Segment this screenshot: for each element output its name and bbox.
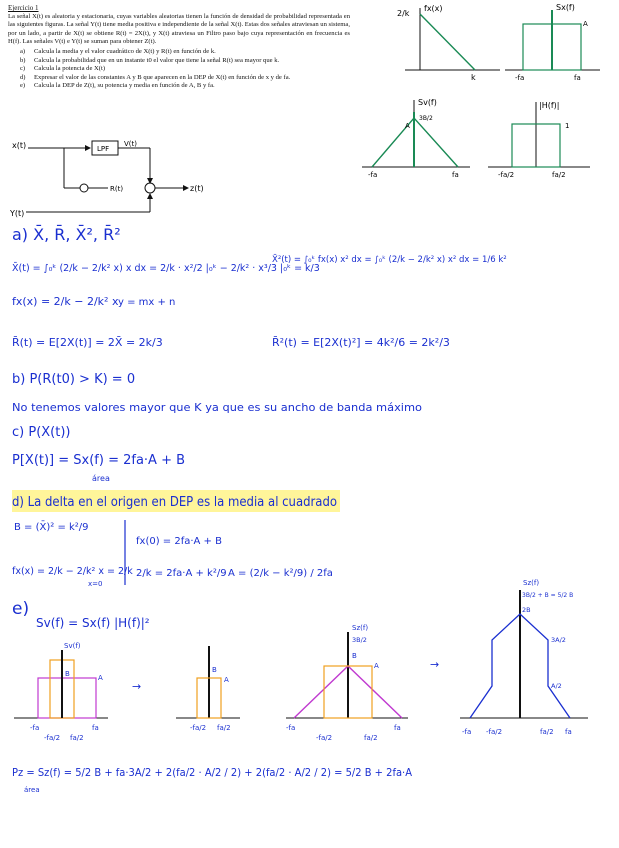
exercise-title: Ejercicio 1 [8,4,39,12]
e-eq: Sv(f) = Sx(f) |H(f)|² [36,616,150,630]
sv-a: A [405,122,410,130]
e-g1-a: A [98,674,103,682]
bd-lpf: LPF [97,145,110,153]
item-c: c) Calcula la potencia de X(t) [20,65,106,73]
a-heading: a) X̄, R̄, X̄², R̄² [12,225,121,244]
item-b: b) Calcula la probabilidad que en un instante t0 el valor que tiene la señal R(t) sea mayor que k. [20,56,280,64]
a-pdf: fx(x) = 2/k − 2/k² x [12,295,119,308]
e-g4-top: 3B/2 + B = 5/2 B [522,592,574,599]
e-g1-mfa: -fa [30,724,40,732]
sx-pos: fa [574,74,581,82]
a-mean-r: R̄(t) = E[2X(t)] = 2X̄ = 2k/3 [12,336,163,349]
pdf-ylabel: fx(x) [424,4,443,13]
c-eq: P[X(t)] = Sx(f) = 2fa·A + B [12,453,186,468]
a-mean-x: X̄(t) = ∫₀ᵏ (2/k − 2/k² x) x dx = 2/k · x²/2 |₀ᵏ − 2/k² · x³/3 |₀ᵏ = k/3 [12,263,320,274]
e-graph-2 [176,646,240,732]
e-final: Pz = Sz(f) = 5/2 B + fa·3A/2 + 2(fa/2 · A/2 / 2) + 2(fa/2 · A/2 / 2) = 5/2 B + 2fa·A [12,766,413,779]
bd-z-out: z(t) [190,184,204,193]
e-final-note: área [24,786,40,794]
figure-pdf [397,4,500,82]
exercise-text: La señal X(t) es aleatoria y estacionaria, cuyas variables aleatorias tienen la función de densidad de probabilidad representada en las siguientes figuras. La señal Y(t) tiene media positiva e independiente de la señal X(t). Estas dos señales atraviesan un sistema, por un lado, a partir de X(t) se obtiene R(t) = 2X(t), y X(t) atraviesa un Filtro paso bajo cuya representación en frecuencia es H(f). Las señales V(t) e Y(t) se suman para obtener Z(t). [8,12,350,46]
block-diagram [9,140,204,218]
h-neg: -fa/2 [498,171,515,179]
e-g4-b: A/2 [551,682,562,690]
bd-r-out: R(t) [110,185,124,193]
c-heading: c) P(X(t)) [12,425,71,440]
e-g4-label: Sz(f) [523,579,540,587]
sv-label: Sv(f) [418,98,437,107]
figure-sx [505,3,600,82]
e-g3-mf2: -fa/2 [316,734,333,742]
h-pos: fa/2 [552,171,566,179]
e-graph-4 [460,579,588,736]
sv-pos: fa [452,171,459,179]
e-g1-fa: fa [92,724,99,732]
sx-label: Sx(f) [556,3,575,12]
e-heading: e) [12,599,30,619]
sx-a: A [583,20,588,28]
b-heading: b) P(R(t0) > K) = 0 [12,372,136,387]
sv-peak: 3B/2 [419,115,433,122]
solution-d [12,495,337,588]
a-sq-x: X̄²(t) = ∫₀ᵏ fx(x) x² dx = ∫₀ᵏ (2/k − 2/k² x) x² dx = 1/6 k² [272,255,507,265]
e-g4-mf2: -fa/2 [486,728,503,736]
e-g4-mid: 2B [522,606,531,614]
pdf-xtick: k [471,73,476,82]
bd-y-in: Y(t) [10,209,25,218]
e-g3-b: B [352,652,357,660]
e-g3-top: 3B/2 [352,636,367,644]
e-graph-1 [14,642,108,742]
e-g2-b: B [212,666,217,674]
bd-x-in: x(t) [12,141,27,150]
solution-b [12,372,422,414]
d-b: B = (X̄)² = k²/9 [14,522,89,533]
e-g4-f2: fa/2 [540,728,554,736]
e-g2-f2: fa/2 [217,724,231,732]
item-a: a) Calcula la media y el valor cuadrático de X(t) y R(t) en función de k. [20,47,216,55]
d-fx0: fx(0) = 2fa·A + B [136,536,222,547]
h-label: |H(f)| [539,101,560,110]
sx-neg: -fa [515,74,525,82]
d-a: A = (2/k − k²/9) / 2fa [228,568,333,579]
e-g1-label: Sv(f) [64,642,81,650]
e-g2-mf2: -fa/2 [190,724,207,732]
e-g4-a: 3A/2 [551,636,566,644]
e-g1-mf2: -fa/2 [44,734,61,742]
e-arrow-2: → [430,658,440,671]
solution-a [12,225,507,349]
e-graph-3 [286,624,408,742]
solution-e [12,579,588,794]
solution-c [12,425,185,483]
e-g3-fa: fa [394,724,401,732]
bd-v-out: V(t) [124,140,137,148]
e-arrow-1: → [132,680,142,693]
e-g3-f2: fa/2 [364,734,378,742]
e-g3-a: A [374,662,379,670]
e-g4-fa: fa [565,728,572,736]
e-g1-b: B [65,670,70,678]
h-val: 1 [565,122,570,130]
sv-neg: -fa [368,171,378,179]
d-heading: d) La delta en el origen en DEP es la media al cuadrado [12,495,338,510]
a-sq-r: R̄²(t) = E[2X(t)²] = 4k²/6 = 2k²/3 [272,336,450,349]
figure-h [488,101,590,179]
e-g1-f2: fa/2 [70,734,84,742]
c-area-note: área [92,474,110,483]
pdf-ytick: 2/k [397,9,410,18]
item-e: e) Calcula la DEP de Z(t), su potencia y media en función de A, B y fa. [20,82,215,90]
figure-sv [362,98,470,179]
a-line-eq: y = mx + n [118,297,176,308]
d-fx-note: x=0 [88,580,103,588]
e-g3-mfa: -fa [286,724,296,732]
b-text: No tenemos valores mayor que K ya que es su ancho de banda máximo [12,401,423,414]
d-eq: 2/k = 2fa·A + k²/9 [136,568,227,579]
e-g3-label: Sz(f) [352,624,369,632]
e-g2-a: A [224,676,229,684]
item-d: d) Expresar el valor de las constantes A y B que aparecen en la DEP de X(t) en función de x y de fa. [20,73,291,81]
d-fx: fx(x) = 2/k − 2/k² x = 2/k [12,566,133,577]
e-g4-mfa: -fa [462,728,472,736]
